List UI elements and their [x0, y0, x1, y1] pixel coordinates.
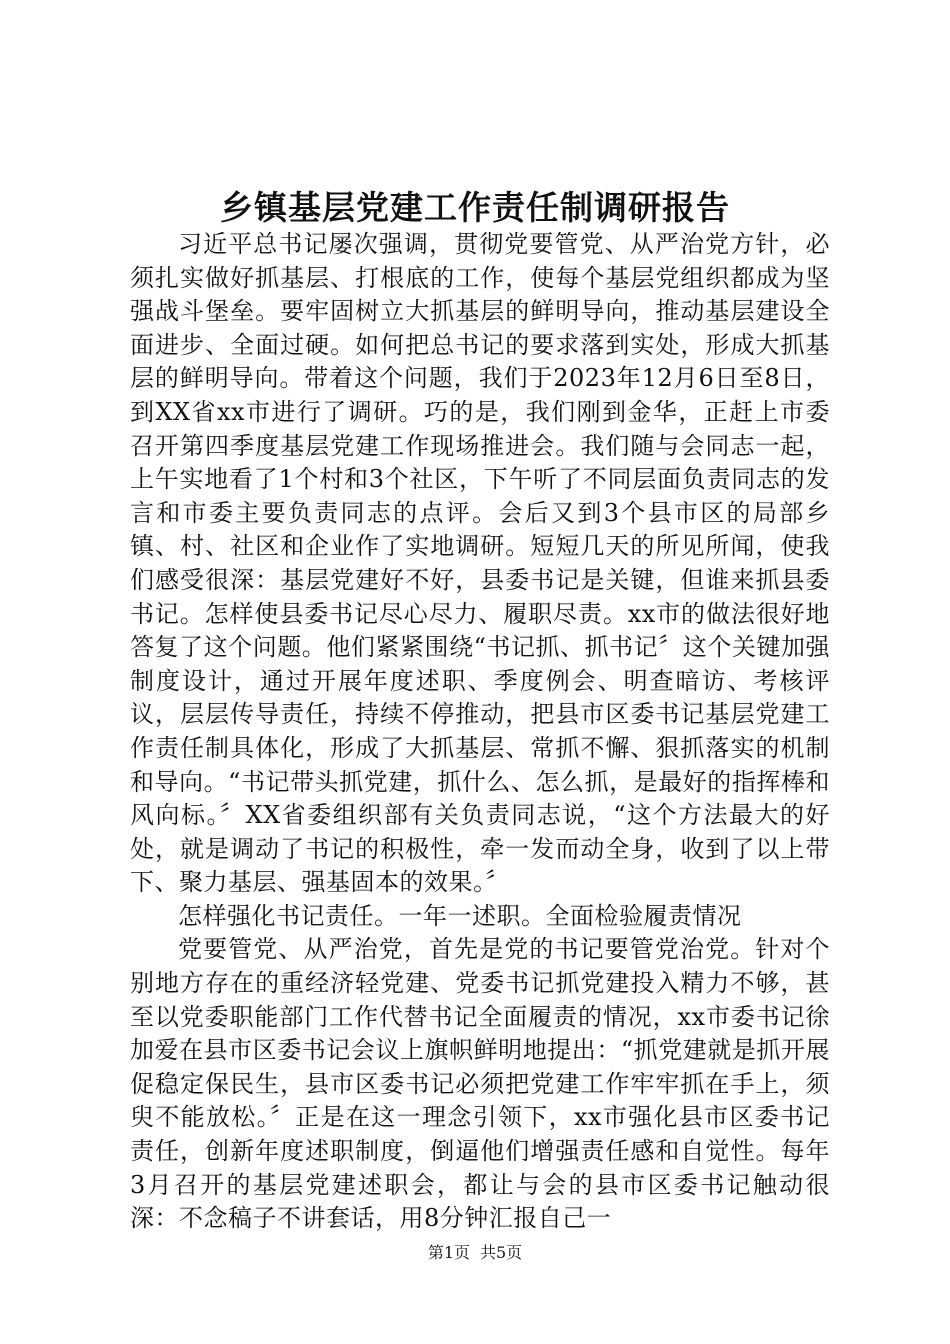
- paragraph-responsibility: 党要管党、从严治党，首先是党的书记要管党治党。针对个别地方存在的重经济轻党建、党委书记抓党建投入精力不够，甚至以党委职能部门工作代替书记全面履责的情况，xx市委书记徐加爱在县市区委书记会议上旗帜鲜明地提出：“抓党建就是抓开展促稳定保民生，县市区委书记必须把党建工作牢牢抓在手上，须臾不能放松。〞正是在这一理念引领下，xx市强化县市区委书记责任，创新年度述职制度，倒逼他们增强责任感和自觉性。每年3月召开的基层党建述职会，都让与会的县市区委书记触动很深：不念稿子不讲套话，用8分钟汇报自己一: [130, 935, 830, 1233]
- page-footer: [0, 1242, 950, 1264]
- page-total: 共5页: [480, 1243, 523, 1262]
- page-number: 第1页: [427, 1243, 470, 1262]
- document-title: 乡镇基层党建工作责任制调研报告: [220, 188, 730, 227]
- paragraph-heading: 怎样强化书记责任。一年一述职。全面检验履责情况: [178, 901, 742, 930]
- paragraph-intro: 习近平总书记屡次强调，贯彻党要管党、从严治党方针，必须扎实做好抓基层、打根底的工作，使每个基层党组织都成为坚强战斗堡垒。要牢固树立大抓基层的鲜明导向，推动基层建设全面进步、全面过硬。如何把总书记的要求落到实处，形成大抓基层的鲜明导向。带着这个问题，我们于2023年12月6日至8日，到XX省xx市进行了调研。巧的是，我们刚到金华，正赶上市委召开第四季度基层党建工作现场推进会。我们随与会同志一起，上午实地看了1个村和3个社区，下午听了不同层面负责同志的发言和市委主要负责同志的点评。会后又到3个县市区的局部乡镇、村、社区和企业作了实地调研。短短几天的所见所闻，使我们感受很深：基层党建好不好，县委书记是关键，但谁来抓县委书记。怎样使县委书记尽心尽力、履职尽责。xx市的做法很好地答复了这个问题。他们紧紧围绕“书记抓、抓书记〞这个关键加强制度设计，通过开展年度述职、季度例会、明查暗访、考核评议，层层传导责任，持续不停推动，把县市区委书记基层党建工作责任制具体化，形成了大抓基层、常抓不懈、狠抓落实的机制和导向。“书记带头抓党建，抓什么、怎么抓，是最好的指挥棒和风向标。〞XX省委组织部有关负责同志说，“这个方法最大的好处，就是调动了书记的积极性，牵一发而动全身，收到了以上带下、聚力基层、强基固本的效果。〞: [130, 230, 830, 897]
- document-body: [130, 228, 830, 1236]
